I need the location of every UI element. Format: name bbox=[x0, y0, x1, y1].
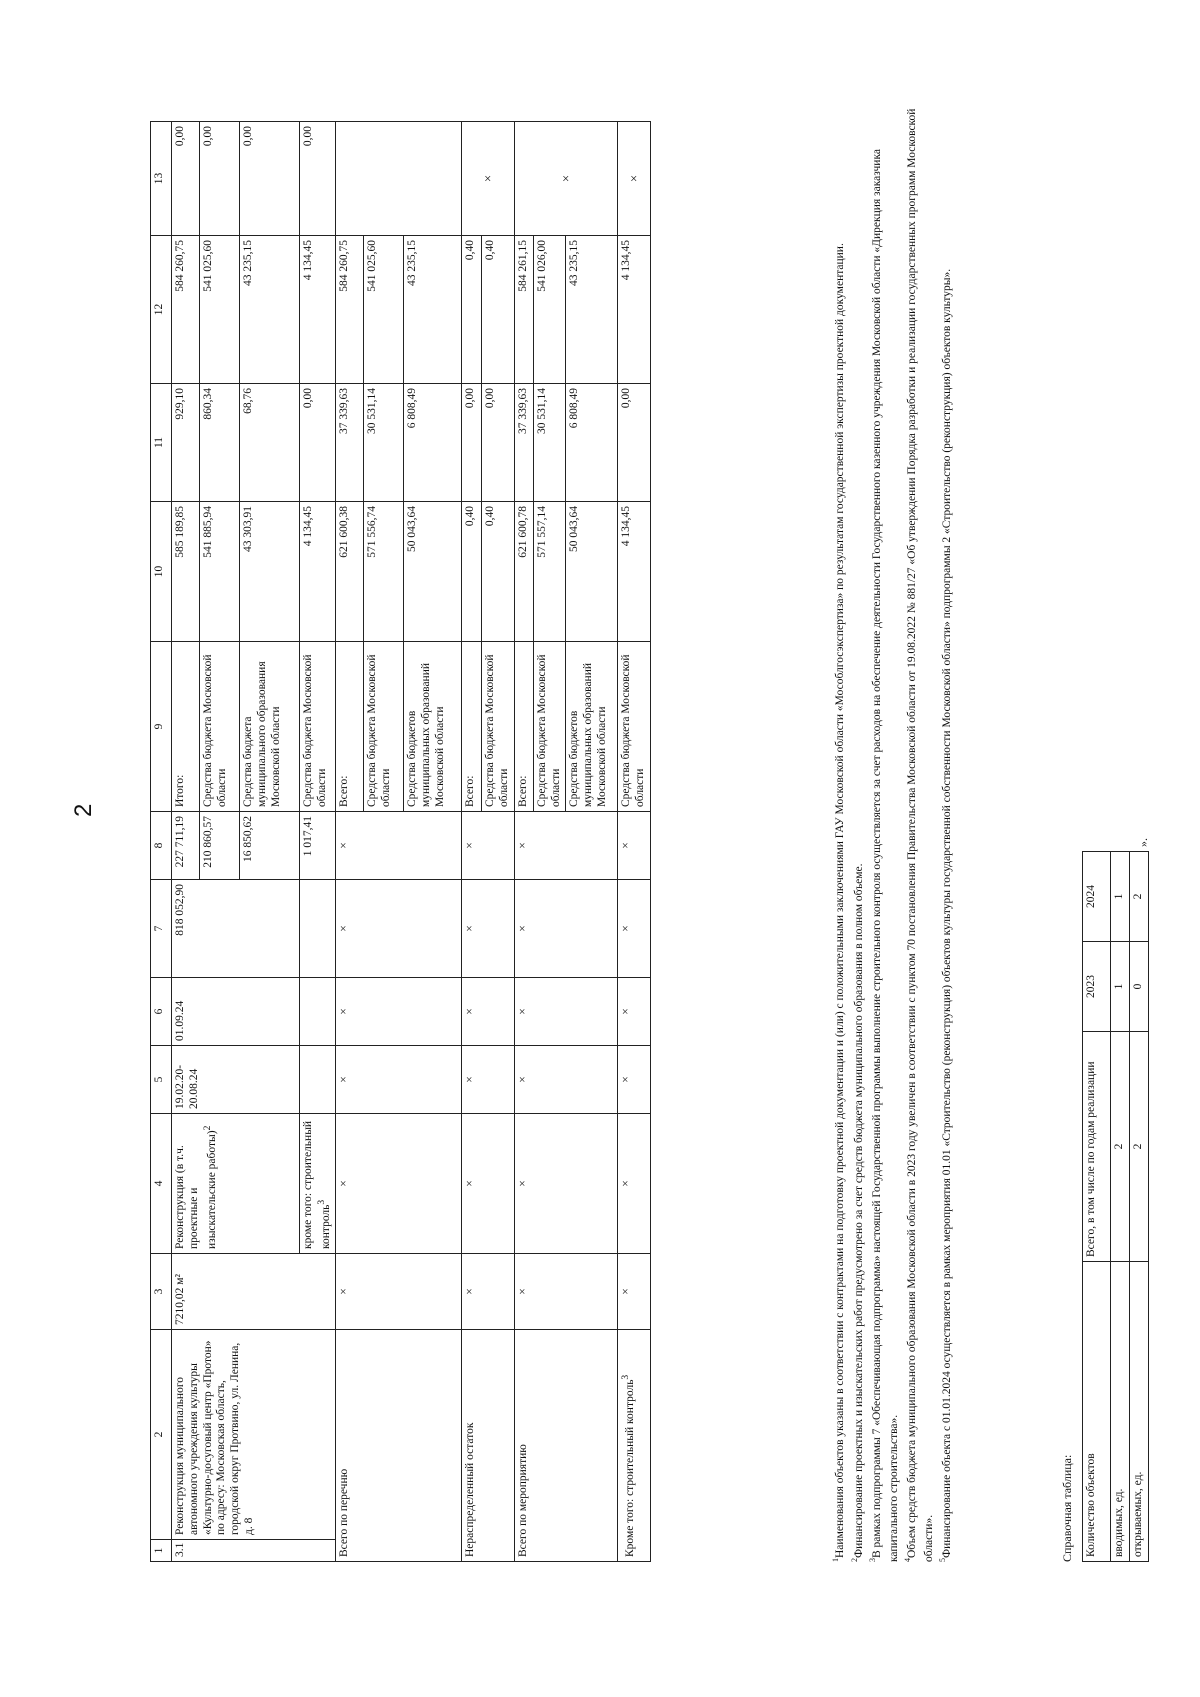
object-name: Реконструкция муниципального автономного учреждения культуры «Культурно-досуговый центр «Протон» по адресу: Московская область, городской округ Протвино, ул. Ленина, д. 8 bbox=[172, 1330, 336, 1540]
table-row: Средства бюджета Московской области 571 556,74 30 531,14 541 025,60 bbox=[364, 122, 404, 1562]
table-row: 16 850,62 Средства бюджета муниципального образования Московской области 43 303,91 68,76 43 235,15 0,00 bbox=[240, 122, 300, 1562]
col-6: 6 bbox=[151, 978, 172, 1046]
table-row: Средства бюджетов муниципальных образований Московской области 50 043,64 6 808,49 43 235,15 bbox=[404, 122, 462, 1562]
total-value: 585 189,85 bbox=[172, 502, 200, 642]
footnote: $^4$Объем средств бюджета муниципального образования Московской области в 2023 году увеличен в соответствии с пунктом 70 постановления Правительства Московской области от 19.08.2022 № 881/27 «Об утверждении Порядка разработки и реализации государственных программ Московской области». bbox=[903, 108, 935, 1562]
col-8: 8 bbox=[151, 812, 172, 880]
table-row: Кроме того: строительный контроль$^3$ × × × × × × Средства бюджета Московской области 4 134,45 0,00 4 134,45 × bbox=[618, 122, 651, 1562]
col-13: 13 bbox=[151, 122, 172, 236]
row-number: 3.1 bbox=[172, 1540, 336, 1562]
commission-date: 01.09.24 bbox=[172, 978, 300, 1046]
year-2024: 584 260,75 bbox=[172, 236, 200, 384]
column-number-row bbox=[151, 122, 172, 1562]
total-event-label: Всего по мероприятию bbox=[515, 1330, 618, 1562]
col-3: 3 bbox=[151, 1254, 172, 1330]
closing-quote: ». bbox=[1136, 838, 1150, 847]
col-12: 12 bbox=[151, 236, 172, 384]
unallocated-label: Нераспределенный остаток bbox=[462, 1330, 515, 1562]
reference-table-title: Справочная таблица: bbox=[1060, 1454, 1074, 1562]
year-2023: 929,10 bbox=[172, 384, 200, 502]
total-list-label: Всего по перечню bbox=[336, 1330, 462, 1562]
col-5: 5 bbox=[151, 1046, 172, 1114]
balance: 0,00 bbox=[172, 122, 200, 236]
table-row: 210 860,57 Средства бюджета Московской области 541 885,94 860,34 541 025,60 0,00 bbox=[200, 122, 240, 1562]
col-7: 7 bbox=[151, 880, 172, 978]
footnotes bbox=[830, 92, 956, 1562]
besides-label: Кроме того: строительный контроль$^3$ bbox=[618, 1330, 651, 1562]
col-9: 9 bbox=[151, 642, 172, 812]
col-1: 1 bbox=[151, 1540, 172, 1562]
financing-table bbox=[150, 121, 651, 1562]
reference-table bbox=[1082, 851, 1149, 1562]
col-4: 4 bbox=[151, 1114, 172, 1254]
table-row: Количество объектов Всего, в том числе по годам реализации 2023 2024 bbox=[1083, 852, 1111, 1562]
table-row: Всего по перечню × × × × × × Всего: 621 600,38 37 339,63 584 260,75 bbox=[336, 122, 364, 1562]
col-11: 11 bbox=[151, 384, 172, 502]
limit-value: 818 052,90 bbox=[172, 880, 300, 978]
table-row: кроме того: строительный контроль$^3$ 1 017,41 Средства бюджета Московской области 4 134,45 0,00 4 134,45 0,00 bbox=[300, 122, 336, 1562]
col-2: 2 bbox=[151, 1330, 172, 1540]
footnote: $^1$Наименования объектов указаны в соответствии с контрактами на подготовку проектной документации и (или) с положительными заключениями ГАУ Московской области «Мособлгосэкспертиза» по результатам государственной экспертизы проектной документации. bbox=[831, 243, 846, 1562]
table-row bbox=[172, 122, 200, 1562]
table-row: Средства бюджета Московской области 571 557,14 30 531,14 541 026,00 bbox=[533, 122, 566, 1562]
work-period: 19.02.20-20.08.24 bbox=[172, 1046, 300, 1114]
table-row: Средства бюджетов муниципальных образований Московской области 50 043,64 6 808,49 43 235,15 bbox=[566, 122, 618, 1562]
footnote: $^2$Финансирование проектных и изыскательских работ предусмотрено за счет средств бюджета муниципального образования в полном объеме. bbox=[849, 863, 865, 1562]
work-type: Реконструкция (в т.ч. проектные и изыскательские работы)$^2$ bbox=[172, 1114, 300, 1254]
table-row: Всего по мероприятию × × × × × × Всего: 621 600,78 37 339,63 584 261,15 × bbox=[515, 122, 534, 1562]
col-10: 10 bbox=[151, 502, 172, 642]
table-row: открываемых, ед. 2 0 2 bbox=[1129, 852, 1148, 1562]
page-number: 2 bbox=[70, 803, 97, 817]
table-row: вводимых, ед. 2 1 1 bbox=[1111, 852, 1130, 1562]
source: Итого: bbox=[172, 642, 200, 812]
table-row: Нераспределенный остаток × × × × × × Всего: 0,40 0,00 0,40 × bbox=[462, 122, 482, 1562]
footnote: $^5$Финансирование объекта с 01.01.2024 осуществляется в рамках мероприятия 01.01 «Строительство (реконструкция) объектов культуры государственной собственности Московской области» подпрограммы 2 «Строительство (реконструкция) объектов культуры». bbox=[938, 268, 954, 1562]
work-type-control: кроме того: строительный контроль$^3$ bbox=[300, 1114, 336, 1254]
funded-before: 227 711,19 bbox=[172, 812, 200, 880]
table-row: Средства бюджета Московской области 0,40 0,00 0,40 bbox=[482, 122, 515, 1562]
object-capacity: 7210,02 м² bbox=[172, 1254, 336, 1330]
footnote: $^3$В рамках подпрограммы 7 «Обеспечивающая подпрограмма» настоящей Государственной программы выполнение строительного контроля осуществляется за счет расходов на обеспечение деятельности Государственного казенного учреждения Московской области «Дирекция заказчика капитального строительства». bbox=[868, 149, 900, 1562]
